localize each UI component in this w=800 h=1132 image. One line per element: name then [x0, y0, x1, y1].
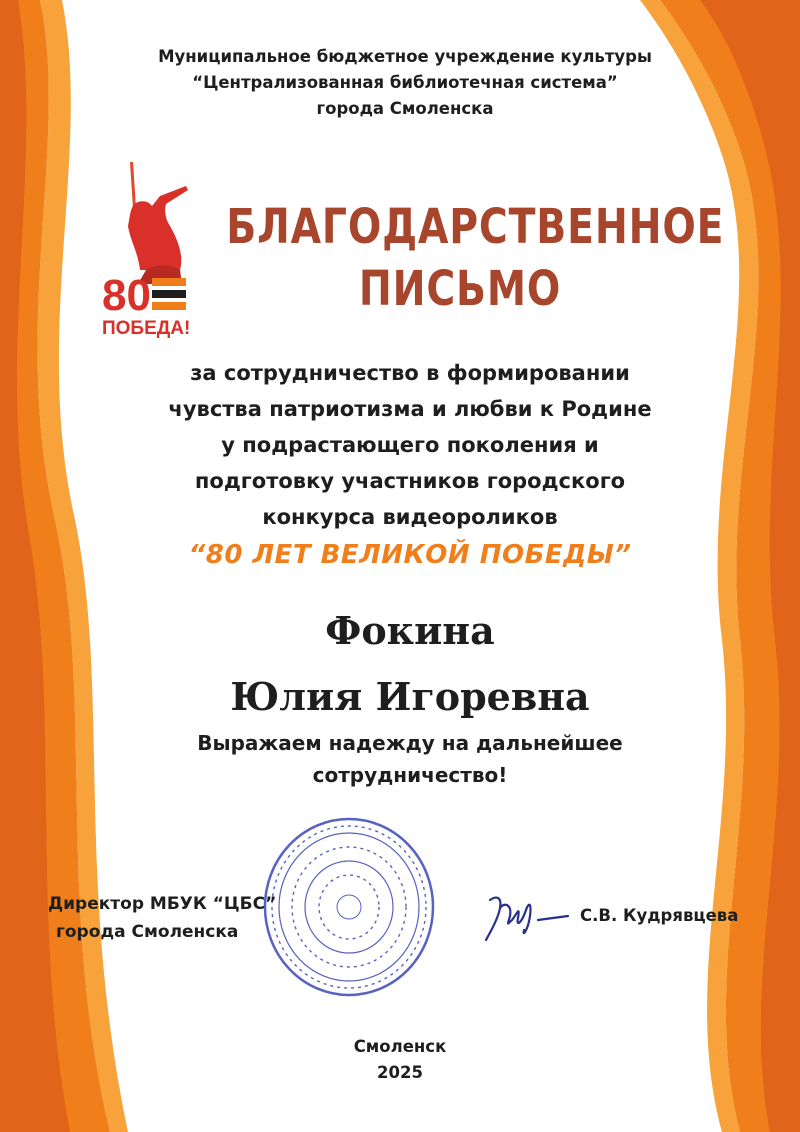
org-line-3: города Смоленска: [316, 99, 494, 118]
logo-number: 80: [102, 271, 151, 320]
reason-line-1: за сотрудничество в формировании: [190, 361, 630, 385]
handwritten-signature: [482, 886, 572, 946]
place-and-year: [300, 1034, 500, 1086]
org-line-2: “Централизованная библиотечная система”: [192, 73, 618, 92]
year: 2025: [377, 1063, 423, 1082]
closing-wish: [110, 727, 710, 791]
recipient-surname: Фокина: [325, 608, 495, 653]
signer-position: [38, 890, 308, 946]
organization-header: [110, 44, 700, 122]
closing-line-1: Выражаем надежду на дальнейшее: [197, 731, 623, 755]
org-line-1: Муниципальное бюджетное учреждение культуры: [158, 47, 652, 66]
closing-line-2: сотрудничество!: [312, 763, 508, 787]
document-title: [175, 196, 745, 320]
logo-word: ПОБЕДА!: [102, 318, 191, 339]
reason-line-4: подготовку участников городского: [194, 469, 626, 493]
reason-line-2: чувства патриотизма и любви к Родине: [168, 397, 652, 421]
reason-line-5: конкурса видеороликов: [262, 505, 558, 529]
recipient-given-names: Юлия Игоревна: [230, 674, 590, 719]
signer-name: С.В. Кудрявцева: [580, 906, 739, 925]
place: Смоленск: [353, 1037, 447, 1056]
gratitude-reason: [100, 355, 720, 535]
title-line-1: БЛАГОДАРСТВЕННОЕ: [226, 199, 725, 255]
contest-name: “80 ЛЕТ ВЕЛИКОЙ ПОБЕДЫ”: [188, 540, 632, 570]
signer-title-line-1: Директор МБУК “ЦБС”: [48, 894, 277, 914]
recipient-name: [110, 598, 710, 730]
title-line-2: ПИСЬМО: [358, 261, 562, 317]
signer-title-line-2: города Смоленска: [56, 922, 239, 942]
reason-line-3: у подрастающего поколения и: [221, 433, 599, 457]
